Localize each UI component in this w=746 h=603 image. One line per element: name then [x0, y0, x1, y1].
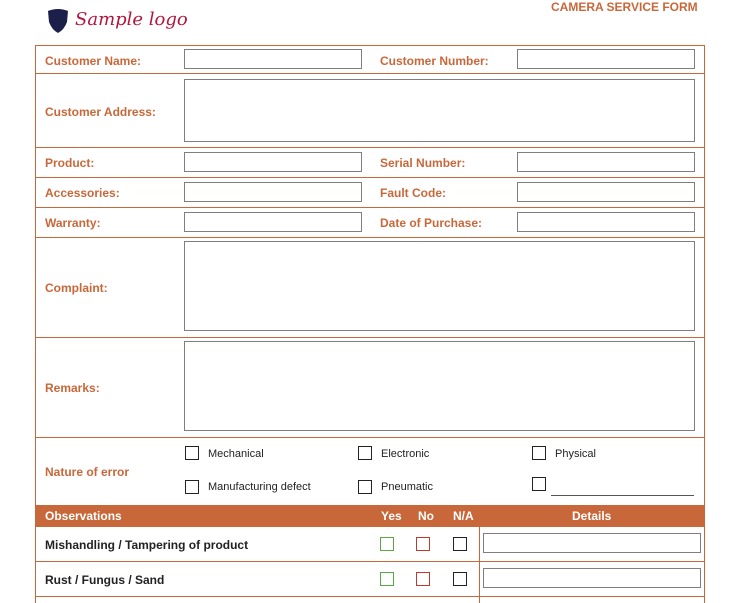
details-column-divider — [479, 527, 480, 603]
physical-label: Physical — [555, 448, 596, 460]
manufacturing-defect-checkbox[interactable] — [185, 480, 199, 494]
date-of-purchase-label: Date of Purchase: — [380, 216, 483, 230]
customer-address-field[interactable] — [184, 79, 695, 142]
warranty-label: Warranty: — [45, 216, 101, 230]
details-field[interactable] — [483, 568, 701, 588]
customer-number-label: Customer Number: — [380, 54, 489, 68]
accessories-label: Accessories: — [45, 186, 120, 200]
other-checkbox[interactable] — [532, 477, 546, 491]
row-divider — [35, 147, 705, 148]
logo — [46, 6, 188, 36]
yes-checkbox[interactable] — [380, 572, 394, 586]
row-divider — [35, 45, 705, 46]
no-header: No — [418, 509, 434, 523]
electronic-label: Electronic — [381, 448, 430, 460]
row-divider — [35, 207, 705, 208]
mechanical-checkbox[interactable] — [185, 446, 199, 460]
shield-icon — [46, 8, 70, 34]
serial-number-field[interactable] — [517, 152, 695, 172]
na-header: N/A — [453, 509, 474, 523]
row-divider — [35, 437, 705, 438]
customer-number-field[interactable] — [517, 49, 695, 69]
complaint-label: Complaint: — [45, 281, 108, 295]
product-field[interactable] — [184, 152, 362, 172]
fault-code-label: Fault Code: — [380, 186, 446, 200]
other-underline-field[interactable] — [551, 495, 694, 496]
electronic-checkbox[interactable] — [358, 446, 372, 460]
complaint-field[interactable] — [184, 241, 695, 331]
product-label: Product: — [45, 156, 95, 170]
row-divider — [35, 237, 705, 238]
observation-row-label: Rust / Fungus / Sand — [45, 573, 165, 587]
pneumatic-checkbox[interactable] — [358, 480, 372, 494]
yes-header: Yes — [381, 509, 402, 523]
serial-number-label: Serial Number: — [380, 156, 466, 170]
customer-name-field[interactable] — [184, 49, 362, 69]
row-divider — [35, 73, 705, 74]
row-divider — [35, 596, 705, 597]
details-field[interactable] — [483, 533, 701, 553]
remarks-field[interactable] — [184, 341, 695, 431]
na-checkbox[interactable] — [453, 572, 467, 586]
no-checkbox[interactable] — [416, 572, 430, 586]
na-checkbox[interactable] — [453, 537, 467, 551]
observations-header: Observations — [45, 509, 122, 523]
physical-checkbox[interactable] — [532, 446, 546, 460]
row-divider — [35, 337, 705, 338]
fault-code-field[interactable] — [517, 182, 695, 202]
form-title: CAMERA SERVICE FORM — [551, 0, 698, 14]
logo-text: Sample logo — [75, 9, 188, 30]
row-divider — [35, 561, 705, 562]
accessories-field[interactable] — [184, 182, 362, 202]
remarks-label: Remarks: — [45, 381, 100, 395]
customer-address-label: Customer Address: — [45, 105, 156, 119]
row-divider — [35, 177, 705, 178]
customer-name-label: Customer Name: — [45, 54, 142, 68]
manufacturing-defect-label: Manufacturing defect — [208, 481, 311, 493]
warranty-field[interactable] — [184, 212, 362, 232]
mechanical-label: Mechanical — [208, 448, 264, 460]
nature-of-error-label: Nature of error — [45, 465, 130, 479]
details-header: Details — [572, 509, 612, 523]
yes-checkbox[interactable] — [380, 537, 394, 551]
observation-row-label: Mishandling / Tampering of product — [45, 538, 249, 552]
date-of-purchase-field[interactable] — [517, 212, 695, 232]
no-checkbox[interactable] — [416, 537, 430, 551]
pneumatic-label: Pneumatic — [381, 481, 433, 493]
